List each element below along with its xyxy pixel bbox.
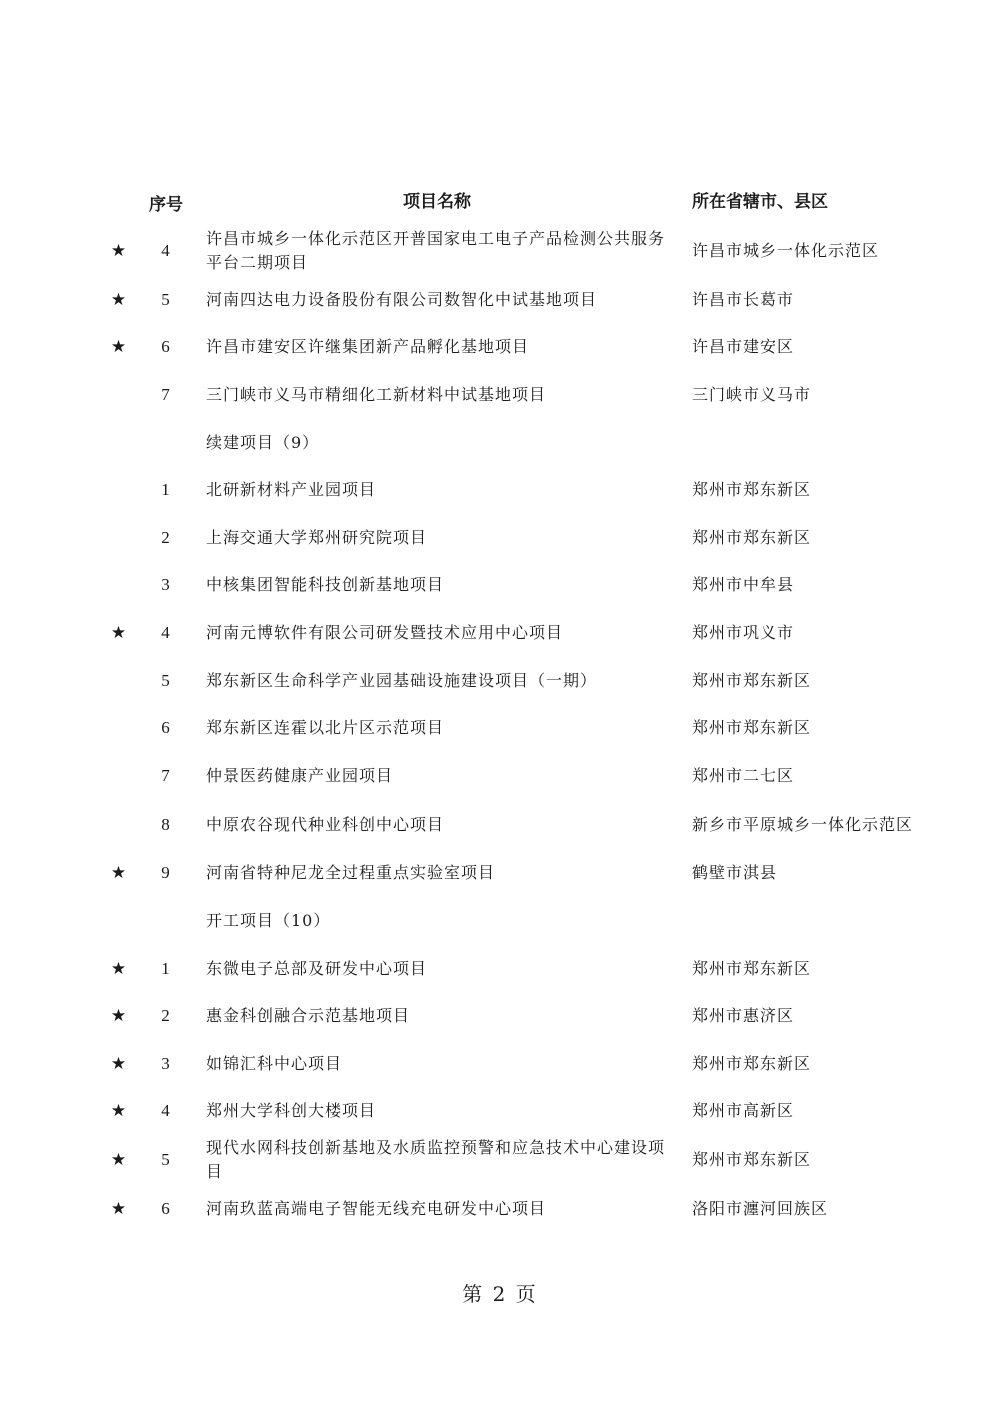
row-project-name: 惠金科创融合示范基地项目 [206, 1006, 411, 1026]
page-number: 第 2 页 [462, 1282, 538, 1306]
row-project-name: 现代水网科技创新基地及水质监控预警和应急技术中心建设项目 [206, 1138, 666, 1182]
row-project-name: 北研新材料产业园项目 [206, 480, 377, 500]
table-row [100, 800, 920, 850]
row-location: 郑州市郑东新区 [692, 527, 812, 547]
row-location: 郑州市郑东新区 [692, 1053, 812, 1073]
row-project-name: 仲景医药健康产业园项目 [206, 765, 394, 785]
row-number: 4 [161, 241, 171, 260]
row-number: 7 [161, 765, 171, 785]
row-project-name: 河南元博软件有限公司研发暨技术应用中心项目 [206, 622, 564, 642]
table-row [100, 992, 920, 1040]
star-icon: ★ [110, 622, 128, 643]
row-project-name: 三门峡市义马市精细化工新材料中试基地项目 [206, 384, 547, 404]
row-project-name: 河南四达电力设备股份有限公司数智化中试基地项目 [206, 289, 598, 309]
row-number: 5 [161, 289, 171, 309]
row-location: 郑州市中牟县 [692, 575, 795, 595]
row-project-name: 郑东新区生命科学产业园基础设施建设项目（一期） [206, 670, 598, 690]
header-project-name: 项目名称 [403, 192, 471, 212]
row-number: 8 [161, 814, 171, 834]
star-icon: ★ [110, 1150, 128, 1171]
row-number: 4 [161, 1101, 171, 1121]
row-number: 1 [161, 958, 171, 978]
row-project-name: 许昌市城乡一体化示范区开普国家电工电子产品检测公共服务平台二期项目 [206, 229, 666, 272]
row-location: 郑州市巩义市 [692, 622, 795, 642]
star-icon: ★ [110, 1101, 128, 1122]
row-number: 6 [161, 718, 171, 738]
row-number: 2 [161, 527, 171, 547]
table-row [100, 945, 920, 993]
table-row [100, 752, 920, 800]
row-location: 郑州市二七区 [692, 765, 795, 785]
row-project-name: 郑东新区连霍以北片区示范项目 [206, 718, 445, 738]
row-location: 郑州市郑东新区 [692, 718, 812, 738]
row-number: 4 [161, 622, 171, 642]
row-location: 鹤壁市淇县 [692, 863, 778, 883]
row-location: 郑州市郑东新区 [692, 480, 812, 500]
header-serial-number: 序号 [149, 194, 183, 215]
row-location: 三门峡市义马市 [692, 384, 812, 404]
table-row [100, 1040, 920, 1088]
section-heading-continuing: 续建项目（9） [206, 432, 320, 452]
table-row [100, 1135, 920, 1185]
row-location: 许昌市建安区 [692, 337, 795, 357]
star-icon: ★ [110, 241, 128, 261]
header-location: 所在省辖市、县区 [692, 192, 828, 212]
table-row [100, 609, 920, 657]
star-icon: ★ [110, 863, 128, 884]
section-heading-row [100, 419, 920, 467]
row-number: 3 [161, 1053, 171, 1073]
row-project-name: 如锦汇科中心项目 [206, 1053, 343, 1073]
table-row [100, 466, 920, 514]
table-row [100, 657, 920, 705]
row-project-name: 郑州大学科创大楼项目 [206, 1101, 377, 1121]
row-number: 7 [161, 384, 171, 404]
table-row [100, 514, 920, 562]
row-location: 许昌市城乡一体化示范区 [692, 241, 880, 260]
row-number: 2 [161, 1006, 171, 1026]
table-row [100, 704, 920, 752]
row-location: 郑州市郑东新区 [692, 670, 812, 690]
row-location: 郑州市郑东新区 [692, 958, 812, 978]
row-location: 郑州市惠济区 [692, 1006, 795, 1026]
star-icon: ★ [110, 1198, 128, 1219]
star-icon: ★ [110, 337, 128, 358]
table-row [100, 1088, 920, 1136]
row-number: 6 [161, 1198, 171, 1218]
row-number: 6 [161, 337, 171, 357]
star-icon: ★ [110, 1006, 128, 1027]
project-table [100, 178, 920, 1233]
row-location: 郑州市郑东新区 [692, 1150, 812, 1170]
row-number: 3 [161, 575, 171, 595]
table-row [100, 276, 920, 324]
row-location: 许昌市长葛市 [692, 289, 795, 309]
table-row [100, 562, 920, 610]
star-icon: ★ [110, 958, 128, 979]
row-project-name: 东微电子总部及研发中心项目 [206, 958, 428, 978]
row-project-name: 许昌市建安区许继集团新产品孵化基地项目 [206, 337, 530, 357]
row-project-name: 河南玖蓝高端电子智能无线充电研发中心项目 [206, 1198, 547, 1218]
row-location: 新乡市平原城乡一体化示范区 [692, 814, 914, 834]
table-row [100, 324, 920, 372]
row-number: 5 [161, 1150, 171, 1170]
row-project-name: 中核集团智能科技创新基地项目 [206, 575, 445, 595]
star-icon: ★ [110, 1053, 128, 1074]
row-number: 9 [161, 863, 171, 883]
table-row [100, 1185, 920, 1233]
row-project-name: 中原农谷现代种业科创中心项目 [206, 814, 445, 834]
table-row [100, 850, 920, 898]
star-icon: ★ [110, 289, 128, 310]
row-project-name: 河南省特种尼龙全过程重点实验室项目 [206, 863, 496, 883]
row-location: 郑州市高新区 [692, 1101, 795, 1121]
row-number: 5 [161, 670, 171, 690]
table-row [100, 371, 920, 419]
section-heading-started: 开工项目（10） [206, 910, 331, 930]
table-row [100, 226, 920, 276]
row-location: 洛阳市瀍河回族区 [692, 1198, 829, 1218]
section-heading-row [100, 897, 920, 945]
row-project-name: 上海交通大学郑州研究院项目 [206, 527, 428, 547]
table-header [100, 178, 920, 226]
row-number: 1 [161, 480, 171, 500]
